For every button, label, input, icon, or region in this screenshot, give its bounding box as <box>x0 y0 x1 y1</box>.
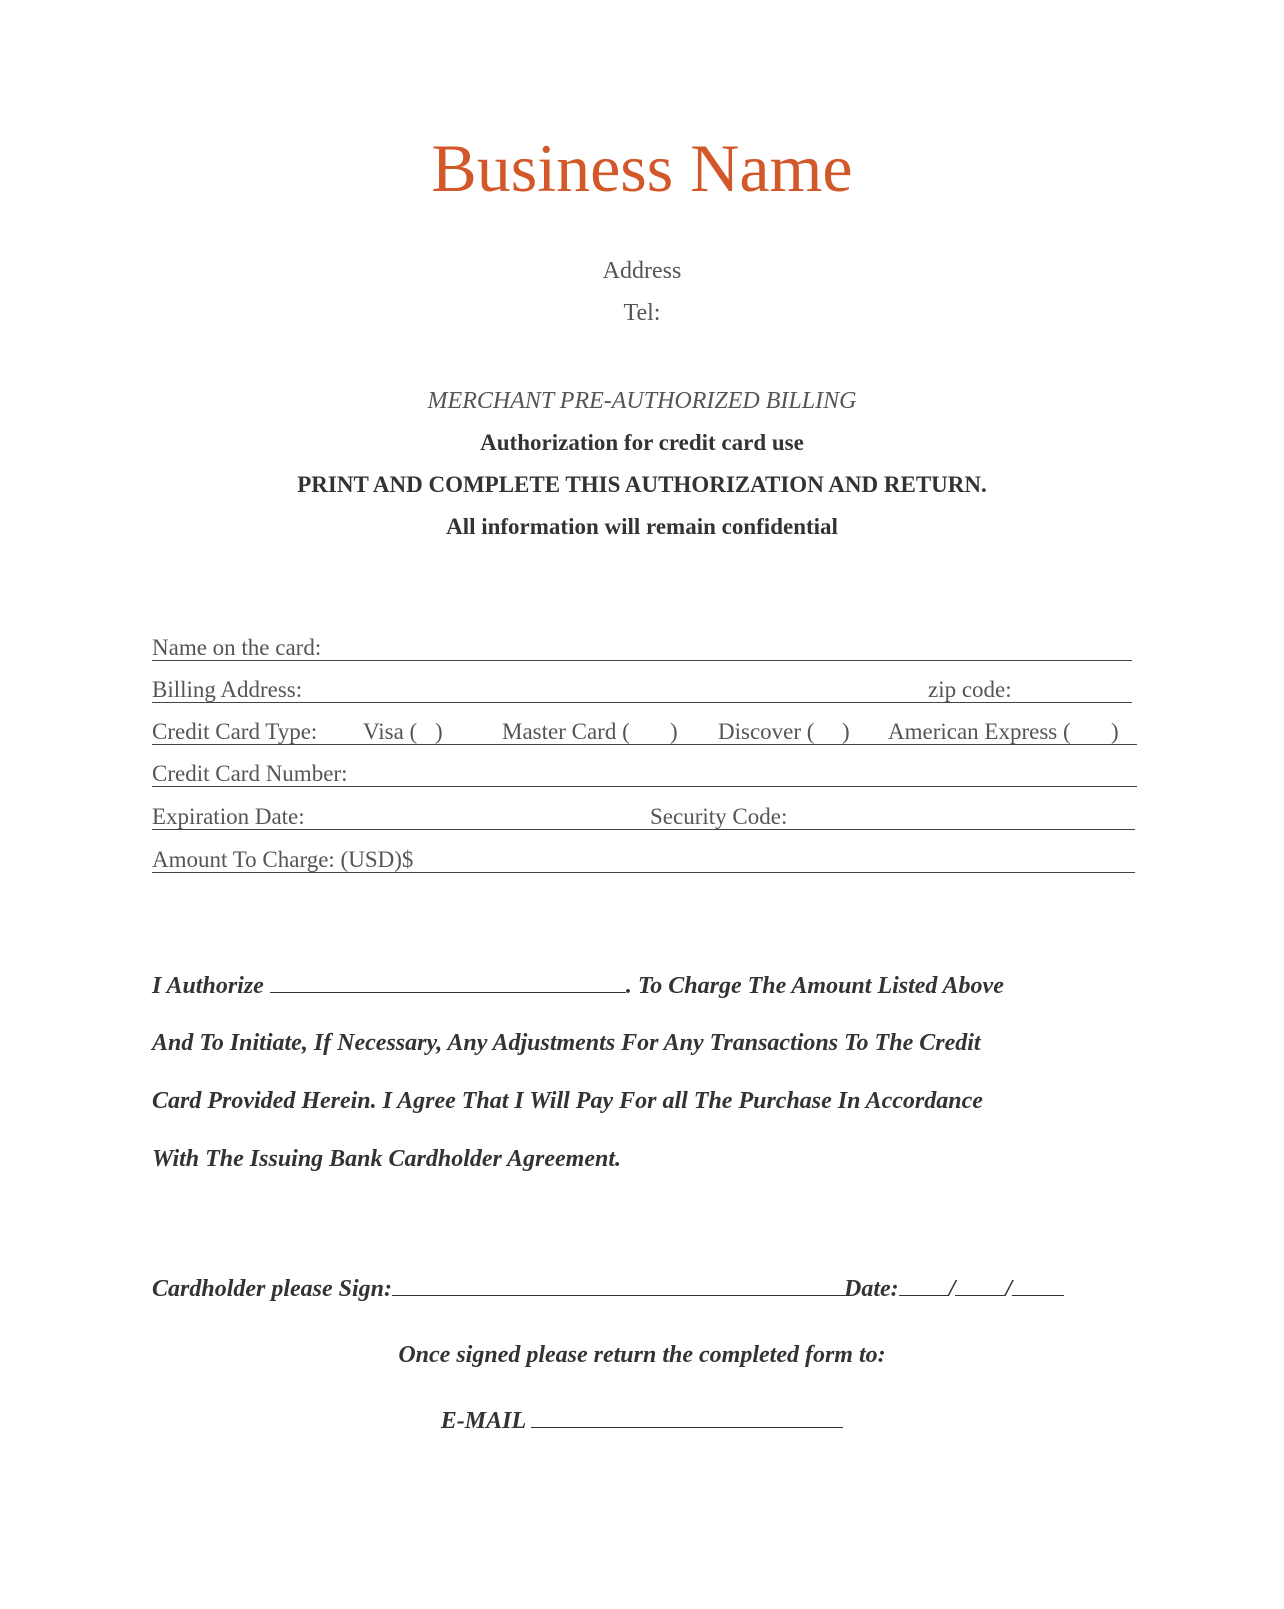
print-instruction: PRINT AND COMPLETE THIS AUTHORIZATION AND RETURN. <box>297 472 987 497</box>
address-line: Address <box>602 258 682 284</box>
zip-code-label: zip code: <box>928 677 1012 702</box>
credit-card-number-line <box>152 786 1137 787</box>
date-label: Date: <box>844 1276 899 1302</box>
amount-to-charge-field[interactable] <box>152 844 1135 876</box>
master-card-option[interactable]: Master Card ( <box>502 719 630 744</box>
name-on-card-line <box>152 660 1132 661</box>
security-code-label: Security Code: <box>650 804 788 829</box>
i-authorize-text: I Authorize <box>152 973 264 999</box>
credit-card-type-field <box>152 716 1137 748</box>
expiration-date-label: Expiration Date: <box>152 804 305 829</box>
date-slash-2: / <box>1005 1276 1013 1302</box>
name-on-card-field[interactable] <box>152 632 1132 664</box>
date-month-blank[interactable] <box>899 1275 949 1296</box>
expiration-security-line <box>152 829 1135 830</box>
confidential-notice: All information will remain confidential <box>446 514 838 539</box>
american-express-option[interactable]: American Express ( <box>888 719 1071 744</box>
amount-to-charge-label: Amount To Charge: (USD)$ <box>152 847 414 872</box>
charge-amount-text: . To Charge The Amount Listed Above <box>625 973 1004 999</box>
email-line <box>0 1405 1284 1437</box>
email-label: E-MAIL <box>440 1408 526 1434</box>
name-on-card-label: Name on the card: <box>152 635 322 660</box>
credit-card-number-label: Credit Card Number: <box>152 761 348 786</box>
authorization-line-3: Card Provided Herein. I Agree That I Will Pay For all The Purchase In Accordance <box>152 1088 983 1114</box>
cardholder-sign-label: Cardholder please Sign: <box>152 1276 393 1302</box>
credit-card-number-field[interactable] <box>152 758 1137 790</box>
date-slash-1: / <box>948 1276 956 1302</box>
visa-option[interactable]: Visa ( <box>363 719 418 744</box>
date-day-blank[interactable] <box>955 1275 1005 1296</box>
email-blank[interactable] <box>531 1407 843 1428</box>
credit-card-type-label: Credit Card Type: <box>152 719 318 744</box>
american-express-close-paren: ) <box>1111 719 1119 744</box>
authorization-title: Authorization for credit card use <box>480 430 804 455</box>
tel-line: Tel: <box>623 300 661 326</box>
authorization-line-1 <box>152 970 1004 1002</box>
master-card-close-paren: ) <box>670 719 678 744</box>
discover-close-paren: ) <box>842 719 850 744</box>
signature-blank[interactable] <box>392 1275 844 1296</box>
amount-to-charge-line <box>152 872 1135 873</box>
signature-line <box>152 1273 1064 1305</box>
merchant-billing-heading: MERCHANT PRE-AUTHORIZED BILLING <box>427 388 857 414</box>
billing-address-line <box>152 702 1132 703</box>
expiration-security-field[interactable] <box>152 801 1135 833</box>
discover-option[interactable]: Discover ( <box>718 719 815 744</box>
business-name-title: Business Name <box>431 130 853 206</box>
credit-card-type-line <box>152 744 1137 745</box>
date-year-blank[interactable] <box>1012 1275 1064 1296</box>
merchant-name-blank[interactable] <box>270 972 626 993</box>
billing-address-label: Billing Address: <box>152 677 303 702</box>
visa-close-paren: ) <box>435 719 443 744</box>
billing-address-field[interactable] <box>152 674 1132 706</box>
authorization-line-2: And To Initiate, If Necessary, Any Adjustments For Any Transactions To The Credit <box>152 1030 981 1056</box>
return-instruction: Once signed please return the completed form to: <box>398 1342 886 1368</box>
authorization-line-4: With The Issuing Bank Cardholder Agreement. <box>152 1146 621 1172</box>
